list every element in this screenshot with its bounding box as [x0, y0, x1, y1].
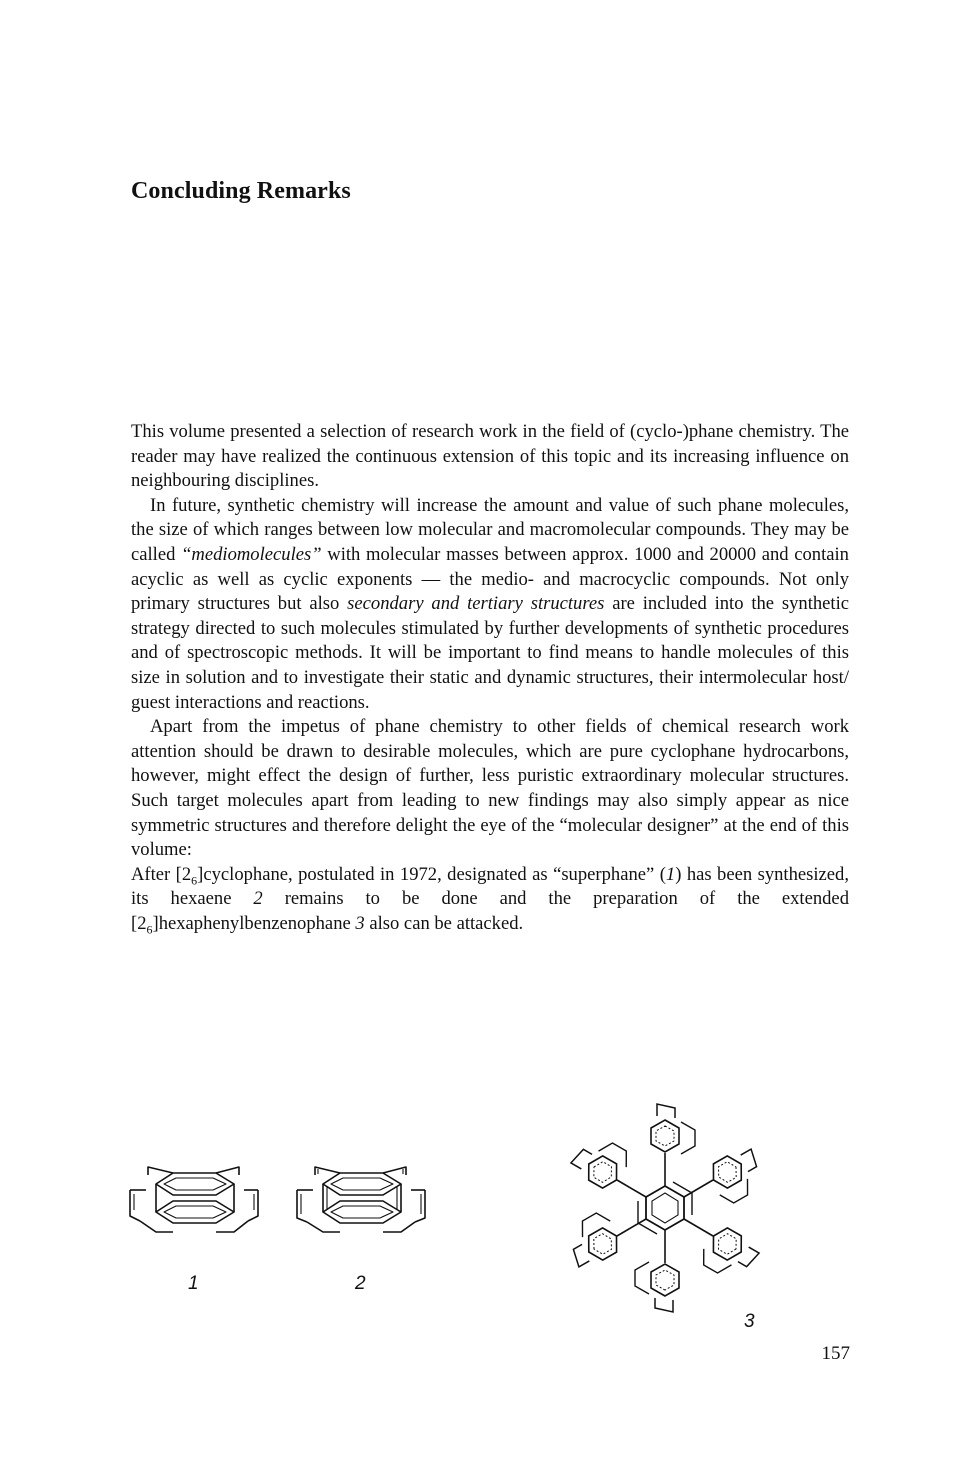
paragraph-4-part-a: After [2 — [131, 863, 192, 885]
chapter-title: Concluding Remarks — [131, 178, 351, 204]
compound-ref-2: 2 — [253, 888, 263, 910]
paragraph-4-part-b: ]cyclophane, postulated in 1972, designated as “superphane” ( — [197, 863, 666, 885]
paragraph-2 — [131, 494, 849, 715]
term-secondary-tertiary: secondary and tertiary structures — [347, 593, 605, 615]
paragraph-4-part-c: ) has been synthesized, its hexaene — [131, 863, 849, 910]
paragraph-3: Apart from the impetus of phane chemistry to other fields of chemical research work attention should be drawn to desirable molecules, which are pure cyclophane hydrocarbons, however, might effect the design of further, less puristic extraordinary molecular structures. Such target molecules apart from leading to new findings may also simply appear as nice symmetric structures and therefore delight the eye of the “molecular designer” at the end of this volume: — [131, 716, 849, 861]
paragraph-4-part-f: also can be attacked. — [364, 912, 524, 934]
compound-ref-3: 3 — [355, 912, 365, 934]
figure-label-1: 1 — [188, 1273, 199, 1294]
compound-ref-1: 1 — [665, 863, 676, 885]
term-mediomolecules: “mediomolecules” — [181, 543, 322, 565]
paragraph-2-part-a: In future, synthetic chemistry will increase the amount and value of such phane molecules, the size of which ranges between low molecular and macromolecular compounds. They may be called — [131, 494, 849, 565]
subscript: 6 — [191, 873, 198, 888]
figure-label-2: 2 — [355, 1273, 366, 1294]
paragraph-1: This volume presented a selection of research work in the field of (cyclo-)phane chemistry. The reader may have realized the continuous extension of this topic and its increasing influence on neighbouring disciplines. — [131, 421, 849, 492]
paragraph-4-part-e: ]hexaphenylbenzenophane — [152, 912, 356, 934]
paragraph-2-part-c: are included into the synthetic strategy directed to such molecules stimulated by further developments of synthetic procedures and of spectroscopic methods. It will be important to find means to handle molecules of this size in solution and to investigate their static and dynamic structures, their intermolecular host/ guest interactions and reactions. — [131, 593, 849, 713]
paragraph-4 — [131, 863, 849, 937]
paragraph-4-part-d: remains to be done and the preparation of the extended [2 — [131, 888, 849, 934]
figure-label-3: 3 — [744, 1311, 755, 1332]
structure-1-superphane — [126, 1160, 266, 1240]
structure-2-hexaene — [293, 1160, 433, 1240]
body-text — [131, 420, 849, 936]
paragraph-2-part-b: with molecular masses between approx. 1000 and 20000 and contain acyclic as well as cyclic exponents — the medio- and macrocyclic compounds. Not only primary structures but also — [131, 543, 849, 615]
page-number: 157 — [821, 1343, 850, 1364]
structure-3-hexaphenylbenzenophane — [540, 1080, 790, 1330]
subscript: 6 — [146, 922, 153, 937]
